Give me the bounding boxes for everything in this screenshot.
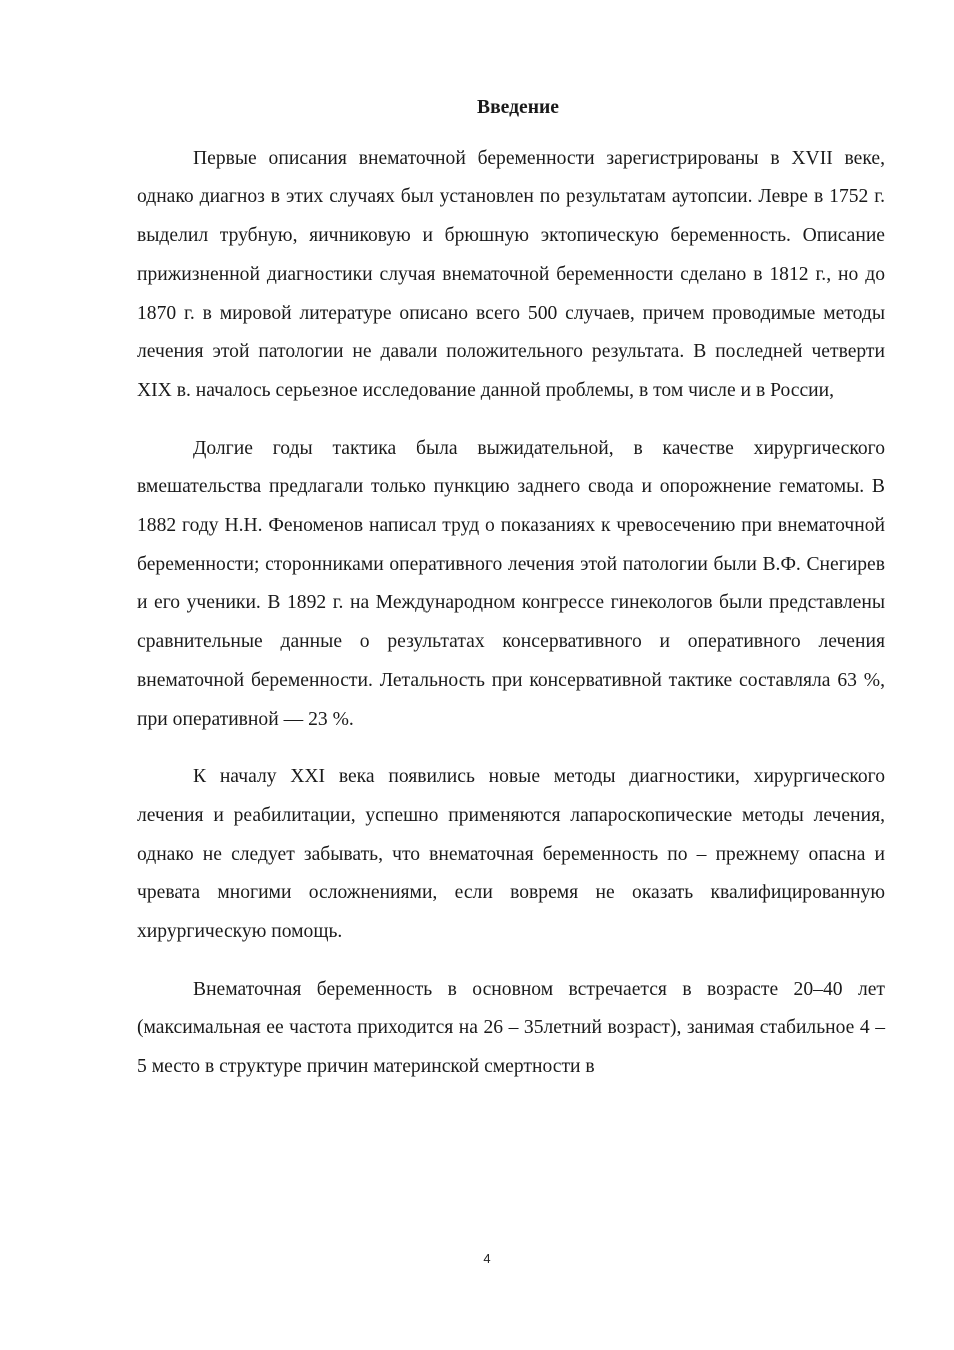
paragraph-history: Первые описания внематочной беременности зарегистрированы в XVII веке, однако диагноз в этих случаях был установлен по результатам аутопсии. Левре в 1752 г. выделил трубную, яичниковую и брюшную эктопическую беременность. Описание прижизненной диагностики случая внематочной беременности сделано в 1812 г., но до 1870 г. в мировой литературе описано всего 500 случаев, причем проводимые методы лечения этой патологии не давали положительного результата. В последней четверти XIX в. началось серьезное исследование данной проблемы, в том числе и в России, (137, 147, 885, 401)
paragraph-modern-methods: К началу XXI века появились новые методы диагностики, хирургического лечения и реабилитации, успешно применяются лапароскопические методы лечения, однако не следует забывать, что внематочная беременность по – прежнему опасна и чревата многими осложнениями, если вовремя не оказать квалифицированную хирургическую помощь. (137, 766, 885, 943)
section-heading: Введение (477, 97, 559, 118)
page-number: 4 (483, 1251, 491, 1266)
paragraph-epidemiology: Внематочная беременность в основном встречается в возрасте 20–40 лет (максимальная ее частота приходится на 26 – 35летний возраст), занимая стабильное 4 – 5 место в структуре причин материнской смертности в (137, 978, 885, 1078)
paragraph-tactics: Долгие годы тактика была выжидательной, в качестве хирургического вмешательства предлагали только пункцию заднего свода и опорожнение гематомы. В 1882 году Н.Н. Феноменов написал труд о показаниях к чревосечению при внематочной беременности; сторонниками оперативного лечения этой патологии были В.Ф. Снегирев и его ученики. В 1892 г. на Международном конгрессе гинекологов были представлены сравнительные данные о результатах консервативного и оперативного лечения внематочной беременности. Летальность при консервативной тактике составляла 63 %, при оперативной — 23 %. (137, 437, 885, 730)
page-body (137, 89, 885, 1087)
